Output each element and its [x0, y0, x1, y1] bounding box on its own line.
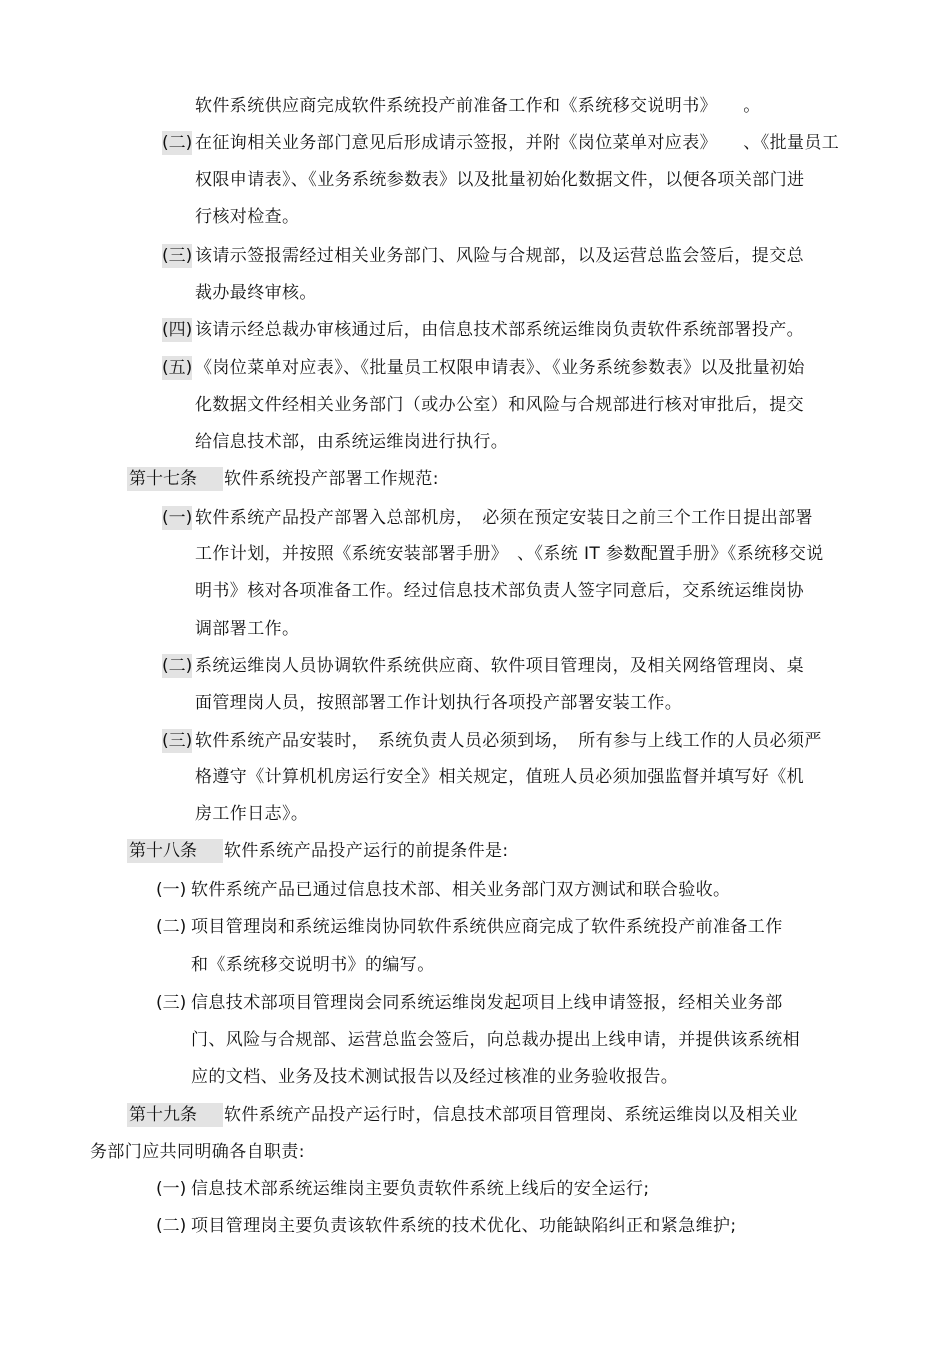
- continuation-line: 软件系统供应商完成软件系统投产前准备工作和《系统移交说明书》 。: [195, 96, 761, 116]
- item-line: 和《系统移交说明书》的编写。: [191, 955, 435, 975]
- item-label: (二): [156, 1216, 187, 1236]
- article-text: 软件系统产品投产运行的前提条件是:: [224, 841, 509, 861]
- item-line: 权限申请表》、《业务系统参数表》以及批量初始化数据文件，以便各项关部门进: [195, 170, 805, 190]
- item-line: 《岗位菜单对应表》、《批量员工权限申请表》、《业务系统参数表》以及批量初始: [195, 358, 805, 378]
- article-text: 软件系统投产部署工作规范:: [224, 469, 439, 489]
- item-line: 软件系统产品投产部署入总部机房， 必须在预定安装日之前三个工作日提出部署: [195, 508, 813, 528]
- article-text: 软件系统产品投产运行时，信息技术部项目管理岗、系统运维岗以及相关业: [224, 1105, 799, 1125]
- item-label: (五): [162, 358, 193, 378]
- item-label: (一): [156, 1179, 187, 1199]
- item-label: (三): [162, 246, 193, 266]
- item-line: 给信息技术部，由系统运维岗进行执行。: [195, 432, 509, 452]
- item-line: 在征询相关业务部门意见后形成请示签报，并附《岗位菜单对应表》 、《批量员工: [195, 133, 840, 153]
- article-label: 第十七条: [127, 467, 223, 491]
- item-line: 面管理岗人员，按照部署工作计划执行各项投产部署安装工作。: [195, 693, 683, 713]
- item-line: 该请示签报需经过相关业务部门、风险与合规部，以及运营总监会签后，提交总: [195, 246, 804, 266]
- item-line: 该请示经总裁办审核通过后，由信息技术部系统运维岗负责软件系统部署投产。: [195, 320, 804, 340]
- item-line: 应的文档、业务及技术测试报告以及经过核准的业务验收报告。: [191, 1067, 679, 1087]
- item-line: 房工作日志》。: [195, 804, 309, 824]
- item-line: 门、风险与合规部、运营总监会签后，向总裁办提出上线申请，并提供该系统相: [191, 1030, 800, 1050]
- article-label: 第十八条: [127, 839, 223, 863]
- item-label: (三): [162, 731, 193, 751]
- article-text-continued: 务部门应共同明确各自职责:: [90, 1142, 305, 1162]
- item-line: 项目管理岗主要负责该软件系统的技术优化、功能缺陷纠正和紧急维护;: [191, 1216, 737, 1236]
- item-line: 调部署工作。: [195, 619, 300, 639]
- item-line: 格遵守《计算机机房运行安全》相关规定，值班人员必须加强监督并填写好《机: [195, 767, 804, 787]
- item-line: 化数据文件经相关业务部门（或办公室）和风险与合规部进行核对审批后，提交: [195, 395, 804, 415]
- item-label: (四): [162, 320, 193, 340]
- item-label: (二): [156, 917, 187, 937]
- item-label: (一): [156, 880, 187, 900]
- item-line: 工作计划，并按照《系统安装部署手册》 、《系统 IT 参数配置手册》《系统移交说: [195, 544, 824, 564]
- item-label: (二): [162, 656, 193, 676]
- item-line: 信息技术部系统运维岗主要负责软件系统上线后的安全运行;: [191, 1179, 650, 1199]
- item-line: 行核对检查。: [195, 207, 300, 227]
- item-line: 软件系统产品已通过信息技术部、相关业务部门双方测试和联合验收。: [191, 880, 731, 900]
- item-line: 信息技术部项目管理岗会同系统运维岗发起项目上线申请签报，经相关业务部: [191, 993, 783, 1013]
- item-label: (一): [162, 508, 193, 528]
- item-label: (二): [162, 133, 193, 153]
- item-line: 系统运维岗人员协调软件系统供应商、软件项目管理岗，及相关网络管理岗、桌: [195, 656, 804, 676]
- item-line: 项目管理岗和系统运维岗协同软件系统供应商完成了软件系统投产前准备工作: [191, 917, 783, 937]
- item-label: (三): [156, 993, 187, 1013]
- item-line: 明书》核对各项准备工作。经过信息技术部负责人签字同意后，交系统运维岗协: [195, 581, 804, 601]
- item-line: 软件系统产品安装时， 系统负责人员必须到场， 所有参与上线工作的人员必须严: [195, 731, 822, 751]
- item-line: 裁办最终审核。: [195, 283, 317, 303]
- article-label: 第十九条: [127, 1103, 223, 1127]
